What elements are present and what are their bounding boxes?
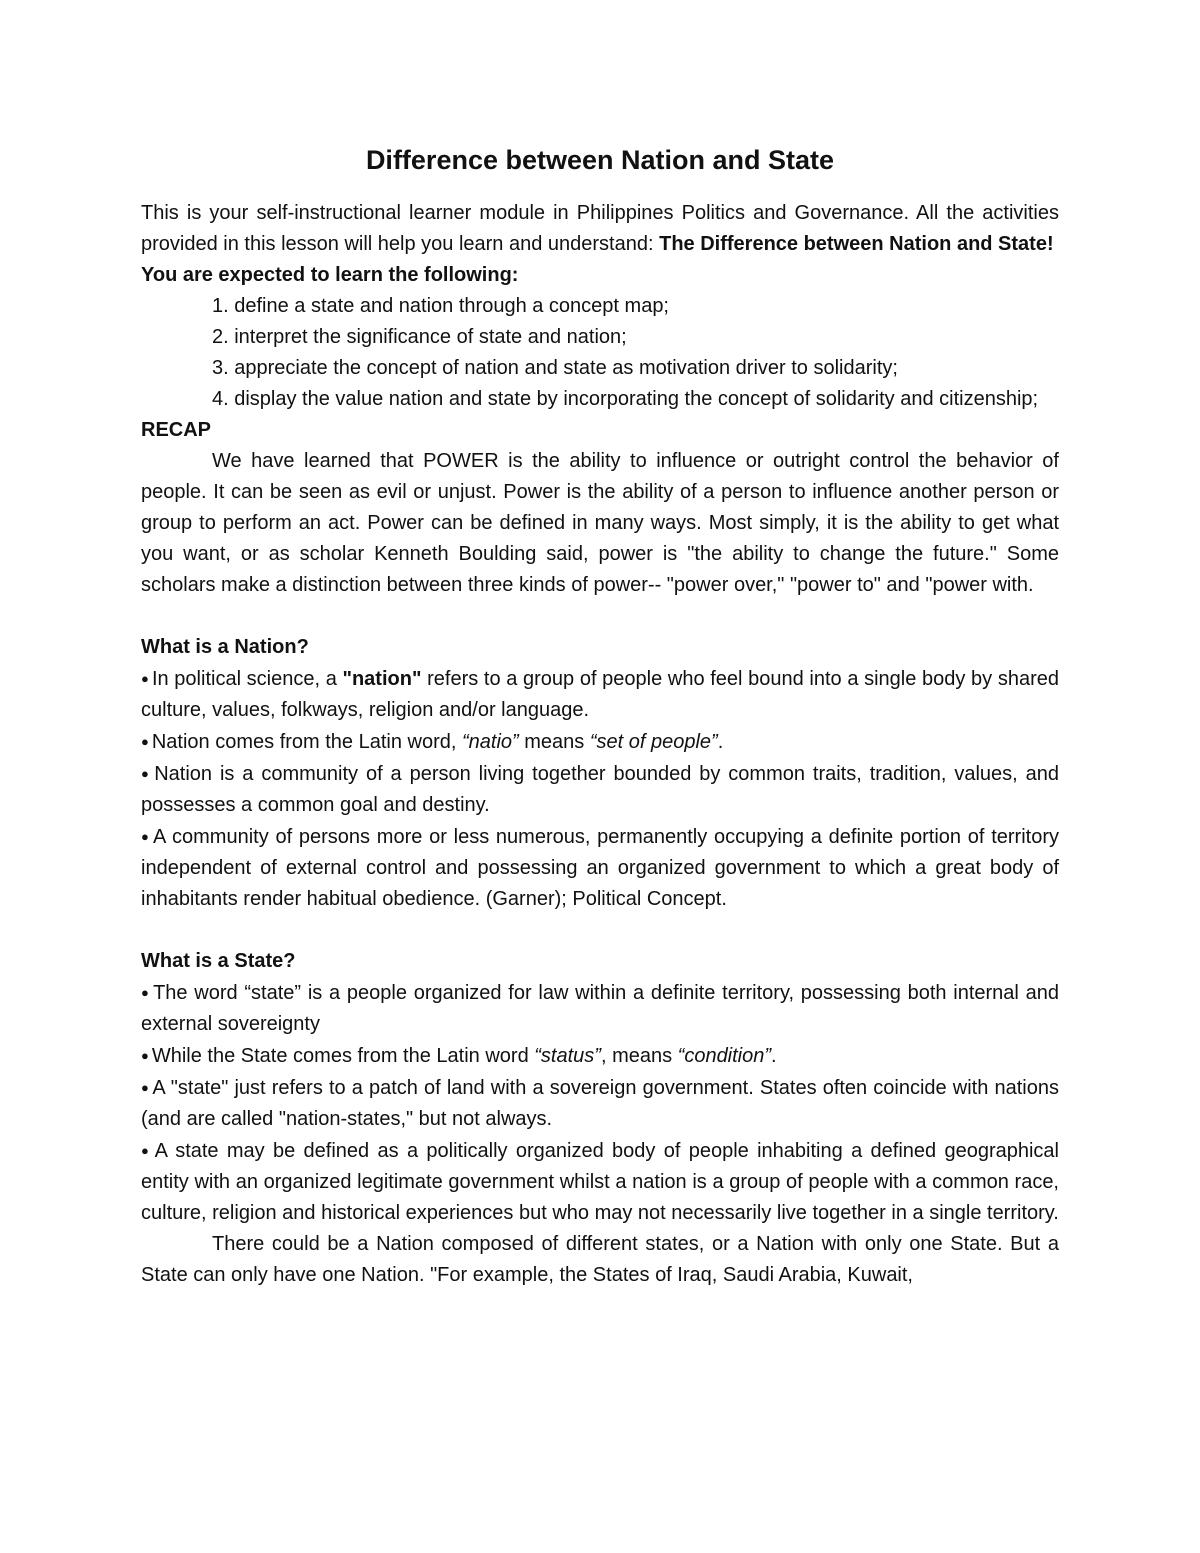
state-bullet — [141, 1135, 1059, 1229]
document-page — [141, 140, 1059, 1291]
recap-heading: RECAP — [141, 419, 212, 441]
page-title: Difference between Nation and State — [365, 145, 835, 175]
objective-item: 4. display the value nation and state by incorporating the concept of solidarity and citizenship; — [212, 388, 1039, 410]
nation-bullet — [141, 821, 1059, 915]
objective-item: 2. interpret the significance of state and nation; — [212, 326, 627, 348]
bullet-icon: ● — [141, 985, 151, 1000]
bullet-text: Nation comes from the Latin word, — [151, 731, 462, 753]
section-spacer — [141, 601, 1059, 632]
bullet-icon: ● — [141, 1080, 150, 1095]
bullet-icon: ● — [141, 734, 149, 749]
state-heading: What is a State? — [141, 950, 296, 972]
state-bullet — [141, 977, 1059, 1040]
objective-item: 3. appreciate the concept of nation and state as motivation driver to solidarity; — [212, 357, 898, 379]
bullet-italic-text: “status” — [534, 1045, 601, 1067]
bullet-text: means — [518, 731, 590, 753]
bullet-icon: ● — [141, 1143, 152, 1158]
bullet-text: Nation is a community of a person living together bounded by common traits, tradition, values, and possesses a common goal and destiny. — [141, 763, 1059, 816]
nation-heading: What is a Nation? — [141, 636, 309, 658]
bullet-italic-text: “condition” — [677, 1045, 772, 1067]
section-spacer — [141, 915, 1059, 946]
nation-bullet — [141, 726, 1059, 758]
bullet-text: A community of persons more or less numerous, permanently occupying a definite portion of territory independent of external control and possessing an organized government to which a great body of inhabitants render habitual obedience. (Garner); Political Concept. — [141, 826, 1059, 910]
bullet-icon: ● — [141, 829, 151, 844]
bullet-icon: ● — [141, 671, 149, 686]
nation-bullet — [141, 758, 1059, 821]
bullet-text: In political science, a — [151, 668, 343, 690]
intro-text: This is your self-instructional learner module in Philippines Politics and Governance. All the activities provided in this lesson will help you learn and understand: — [141, 202, 1059, 255]
intro-bold-text: The Difference between Nation and State! — [659, 233, 1054, 255]
bullet-italic-text: “natio” — [462, 731, 519, 753]
nation-bullet — [141, 663, 1059, 726]
state-bullet — [141, 1072, 1059, 1135]
objectives-list — [141, 291, 1059, 415]
bullet-text: While the State comes from the Latin word — [151, 1045, 535, 1067]
bullet-text: . — [717, 731, 724, 753]
intro-paragraph — [141, 198, 1059, 260]
bullet-icon: ● — [141, 1048, 149, 1063]
bullet-text: A "state" just refers to a patch of land with a sovereign government. States often coincide with nations (and are called "nation-states," but not always. — [141, 1077, 1059, 1130]
bullet-text: , means — [600, 1045, 678, 1067]
bullet-text: refers to a group of people who feel bound into a single body by shared culture, values, folkways, religion and/or language. — [141, 668, 1059, 721]
bullet-bold-text: "nation" — [342, 668, 422, 690]
bullet-italic-text: “set of people” — [589, 731, 718, 753]
bullet-icon: ● — [141, 766, 152, 781]
closing-paragraph: There could be a Nation composed of different states, or a Nation with only one State. But a State can only have one Nation. "For example, the States of Iraq, Saudi Arabia, Kuwait, — [141, 1233, 1059, 1286]
objectives-heading: You are expected to learn the following: — [141, 264, 519, 286]
objective-item: 1. define a state and nation through a concept map; — [212, 295, 669, 317]
state-bullet — [141, 1040, 1059, 1072]
recap-paragraph: We have learned that POWER is the ability to influence or outright control the behavior of people. It can be seen as evil or unjust. Power is the ability of a person to influence another person or group to perform an act. Power can be defined in many ways. Most simply, it is the ability to get what you want, or as scholar Kenneth Boulding said, power is "the ability to change the future." Some scholars make a distinction between three kinds of power-- "power over," "power to" and "power with. — [141, 450, 1059, 596]
bullet-text: . — [771, 1045, 777, 1067]
bullet-text: The word “state” is a people organized for law within a definite territory, possessing both internal and external sovereignty — [141, 982, 1059, 1035]
bullet-text: A state may be defined as a politically organized body of people inhabiting a defined geographical entity with an organized legitimate government whilst a nation is a group of people with a common race, culture, religion and historical experiences but who may not necessarily live together in a single territory. — [141, 1140, 1059, 1224]
